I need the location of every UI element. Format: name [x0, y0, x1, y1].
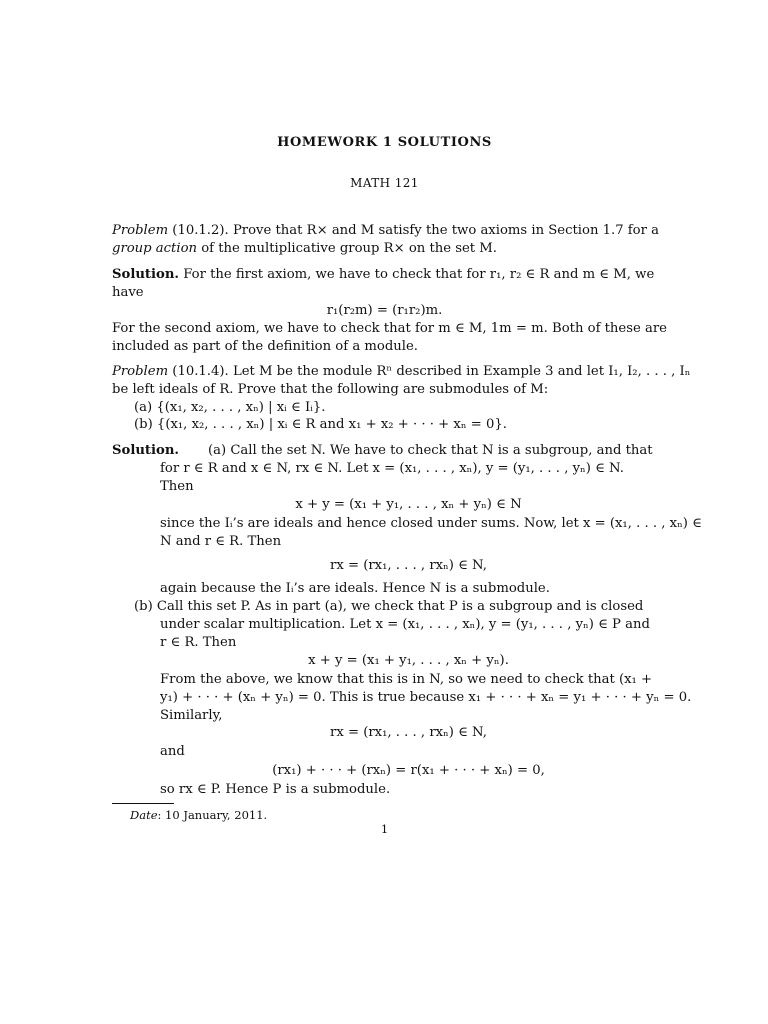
footnote-text: : 10 January, 2011.	[157, 808, 268, 822]
problem-2-number: (10.1.4).	[172, 364, 229, 379]
solution-2-label: Solution.	[112, 443, 179, 458]
footnote-label: Date	[130, 808, 158, 822]
solution-1-equation: r₁(r₂m) = (r₁r₂)m.	[326, 303, 443, 318]
solution-2-b-line-1: (b) Call this set P. As in part (a), we check that P is a subgroup and is closed	[134, 599, 644, 614]
footnote-rule	[112, 803, 174, 804]
course-name: MATH 121	[350, 176, 419, 190]
page-title: HOMEWORK 1 SOLUTIONS	[277, 135, 492, 150]
solution-2-b-equation-1: x + y = (x₁ + y₁, . . . , xₙ + yₙ).	[308, 653, 509, 668]
solution-1-line-1	[112, 266, 654, 284]
problem-2-line-1	[112, 363, 690, 381]
problem-2-text: Let M be the module Rⁿ described in Example 3 and let I₁, I₂, . . . , Iₙ	[232, 364, 691, 379]
solution-2-b-equation-3: (rx₁) + · · · + (rxₙ) = r(x₁ + · · · + xₙ) = 0,	[272, 763, 545, 778]
solution-2-b-line-7: and	[160, 744, 185, 759]
problem-2-item-a: (a) {(x₁, x₂, . . . , xₙ) | xᵢ ∈ Iᵢ}.	[134, 400, 326, 415]
solution-2-b-equation-2: rx = (rx₁, . . . , rxₙ) ∈ N,	[330, 725, 487, 740]
problem-1-line-2	[112, 240, 497, 258]
solution-1-text: For the first axiom, we have to check that for r₁, r₂ ∈ R and m ∈ M, we	[183, 267, 655, 282]
solution-2-b-line-2: under scalar multiplication. Let x = (x₁, . . . , xₙ), y = (y₁, . . . , yₙ) ∈ P and	[160, 617, 650, 632]
problem-1-term: group action	[112, 241, 198, 256]
solution-2-a-line-6: again because the Iᵢ’s are ideals. Hence N is a submodule.	[160, 581, 550, 596]
solution-2-a-line-5: N and r ∈ R. Then	[160, 534, 282, 549]
solution-2-b-line-5: y₁) + · · · + (xₙ + yₙ) = 0. This is true because x₁ + · · · + xₙ = y₁ + · · · + yₙ = 0.	[160, 690, 692, 705]
solution-2-a-equation-2: rx = (rx₁, . . . , rxₙ) ∈ N,	[330, 558, 487, 573]
problem-1-line-1	[112, 222, 659, 240]
solution-2-a-line-4: since the Iᵢ’s are ideals and hence closed under sums. Now, let x = (x₁, . . . , xₙ) ∈	[160, 516, 702, 531]
problem-1-number: (10.1.2).	[172, 223, 229, 238]
problem-1-text: Prove that R× and M satisfy the two axioms in Section 1.7 for a	[232, 223, 659, 238]
problem-1-text-2: of the multiplicative group R× on the set M.	[201, 241, 497, 256]
problem-2-label: Problem	[112, 364, 169, 379]
solution-2-b-line-6: Similarly,	[160, 708, 223, 723]
solution-2-a-line-1: (a) Call the set N. We have to check that N is a subgroup, and that	[208, 443, 653, 458]
problem-2-line-2: be left ideals of R. Prove that the following are submodules of M:	[112, 382, 549, 397]
solution-1-label: Solution.	[112, 267, 179, 282]
solution-2-a-line-2: for r ∈ R and x ∈ N, rx ∈ N. Let x = (x₁, . . . , xₙ), y = (y₁, . . . , yₙ) ∈ N.	[160, 461, 624, 476]
problem-2-item-b: (b) {(x₁, x₂, . . . , xₙ) | xᵢ ∈ R and x₁ + x₂ + · · · + xₙ = 0}.	[134, 417, 507, 432]
page-number: 1	[380, 822, 389, 836]
solution-2-b-line-4: From the above, we know that this is in N, so we need to check that (x₁ +	[160, 672, 653, 687]
solution-1-line-2: have	[112, 285, 144, 300]
solution-1-line-3: For the second axiom, we have to check that for m ∈ M, 1m = m. Both of these are	[112, 321, 667, 336]
solution-2-b-line-8: so rx ∈ P. Hence P is a submodule.	[160, 782, 391, 797]
solution-2-a-line-3: Then	[160, 479, 194, 494]
solution-2-a-equation-1: x + y = (x₁ + y₁, . . . , xₙ + yₙ) ∈ N	[295, 497, 522, 512]
solution-1-line-4: included as part of the definition of a module.	[112, 339, 418, 354]
problem-1-label: Problem	[112, 223, 169, 238]
solution-2-b-line-3: r ∈ R. Then	[160, 635, 237, 650]
